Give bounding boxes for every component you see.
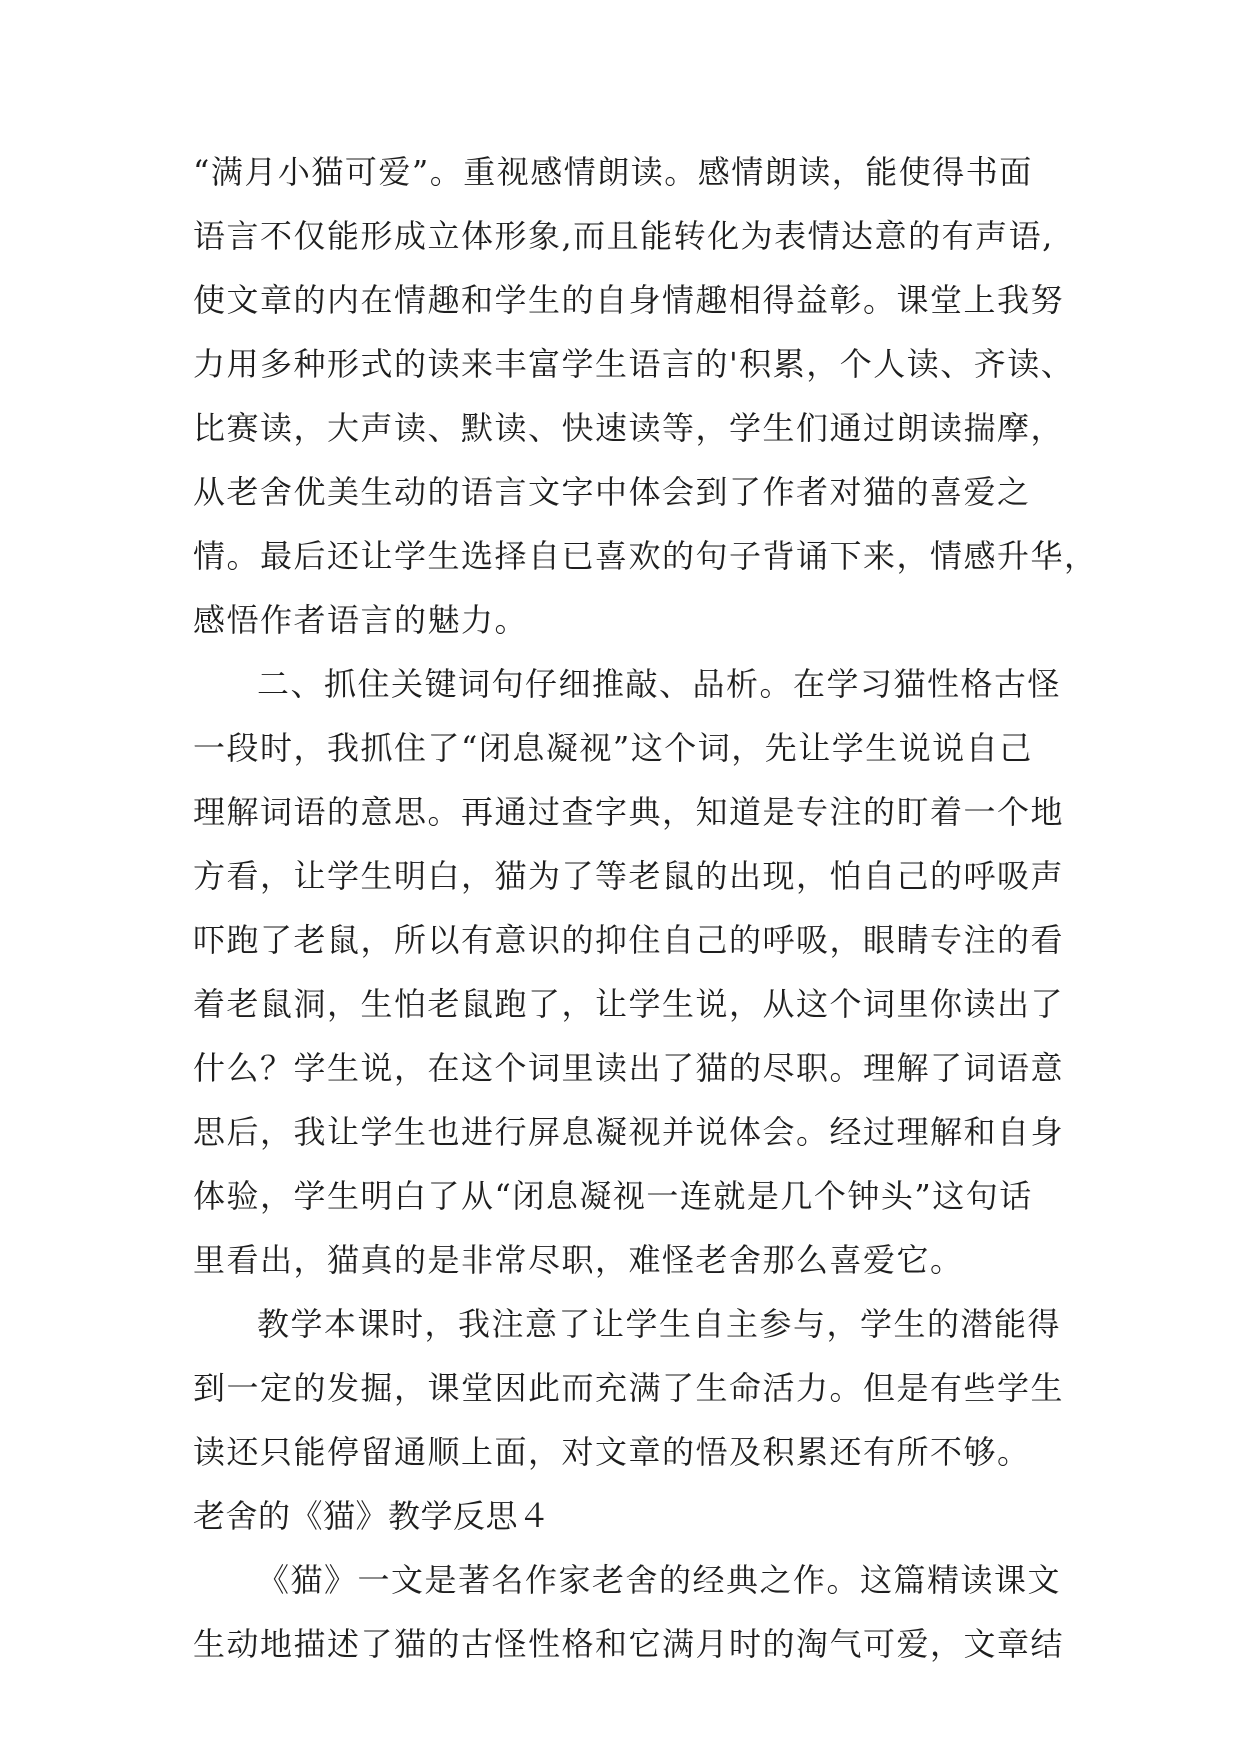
section-heading: 老舍的《猫》教学反思４ [193, 1497, 551, 1535]
paragraph-line: 着老鼠洞，生怕老鼠跑了，让学生说，从这个词里你读出了 [193, 985, 1065, 1023]
paragraph-line: “满月小猫可爱”。重视感情朗读。感情朗读，能使得书面 [193, 153, 1033, 191]
paragraph-line: 情。最后还让学生选择自已喜欢的句子背诵下来，情感升华， [193, 537, 1098, 575]
paragraph-line: 生动地描述了猫的古怪性格和它满月时的淘气可爱，文章结 [193, 1625, 1065, 1663]
paragraph-line: 力用多种形式的读来丰富学生语言的'积累，个人读、齐读、 [193, 345, 1075, 383]
paragraph-line: 感悟作者语言的魅力。 [193, 601, 529, 639]
paragraph-line: 比赛读，大声读、默读、快速读等，学生们通过朗读揣摩， [193, 409, 1065, 447]
paragraph-line: 方看，让学生明白，猫为了等老鼠的出现，怕自己的呼吸声 [193, 857, 1065, 895]
paragraph-line: 从老舍优美生动的语言文字中体会到了作者对猫的喜爱之 [193, 473, 1031, 511]
paragraph-first-line: 二、抓住关键词句仔细推敲、品析。在学习猫性格古怪 [257, 665, 1062, 703]
paragraph-first-line: 《猫》一文是著名作家老舍的经典之作。这篇精读课文 [257, 1561, 1062, 1599]
paragraph-line: 里看出，猫真的是非常尽职，难怪老舍那么喜爱它。 [193, 1241, 964, 1279]
paragraph-line: 读还只能停留通顺上面，对文章的悟及积累还有所不够。 [193, 1433, 1031, 1471]
paragraph-line: 吓跑了老鼠，所以有意识的抑住自己的呼吸，眼睛专注的看 [193, 921, 1065, 959]
paragraph-line: 到一定的发掘，课堂因此而充满了生命活力。但是有些学生 [193, 1369, 1065, 1407]
paragraph-line: 使文章的内在情趣和学生的自身情趣相得益彰。课堂上我努 [193, 281, 1065, 319]
paragraph-line: 理解词语的意思。再通过查字典，知道是专注的盯着一个地 [193, 793, 1065, 831]
paragraph-line: 思后，我让学生也进行屏息凝视并说体会。经过理解和自身 [193, 1113, 1065, 1151]
paragraph-line: 一段时，我抓住了“闭息凝视”这个词，先让学生说说自己 [193, 729, 1033, 767]
paragraph-line: 体验，学生明白了从“闭息凝视一连就是几个钟头”这句话 [193, 1177, 1033, 1215]
paragraph-line: 语言不仅能形成立体形象,而且能转化为表情达意的有声语, [193, 217, 1054, 255]
paragraph-first-line: 教学本课时，我注意了让学生自主参与，学生的潜能得 [257, 1305, 1062, 1343]
paragraph-line: 什么？学生说，在这个词里读出了猫的尽职。理解了词语意 [193, 1049, 1065, 1087]
